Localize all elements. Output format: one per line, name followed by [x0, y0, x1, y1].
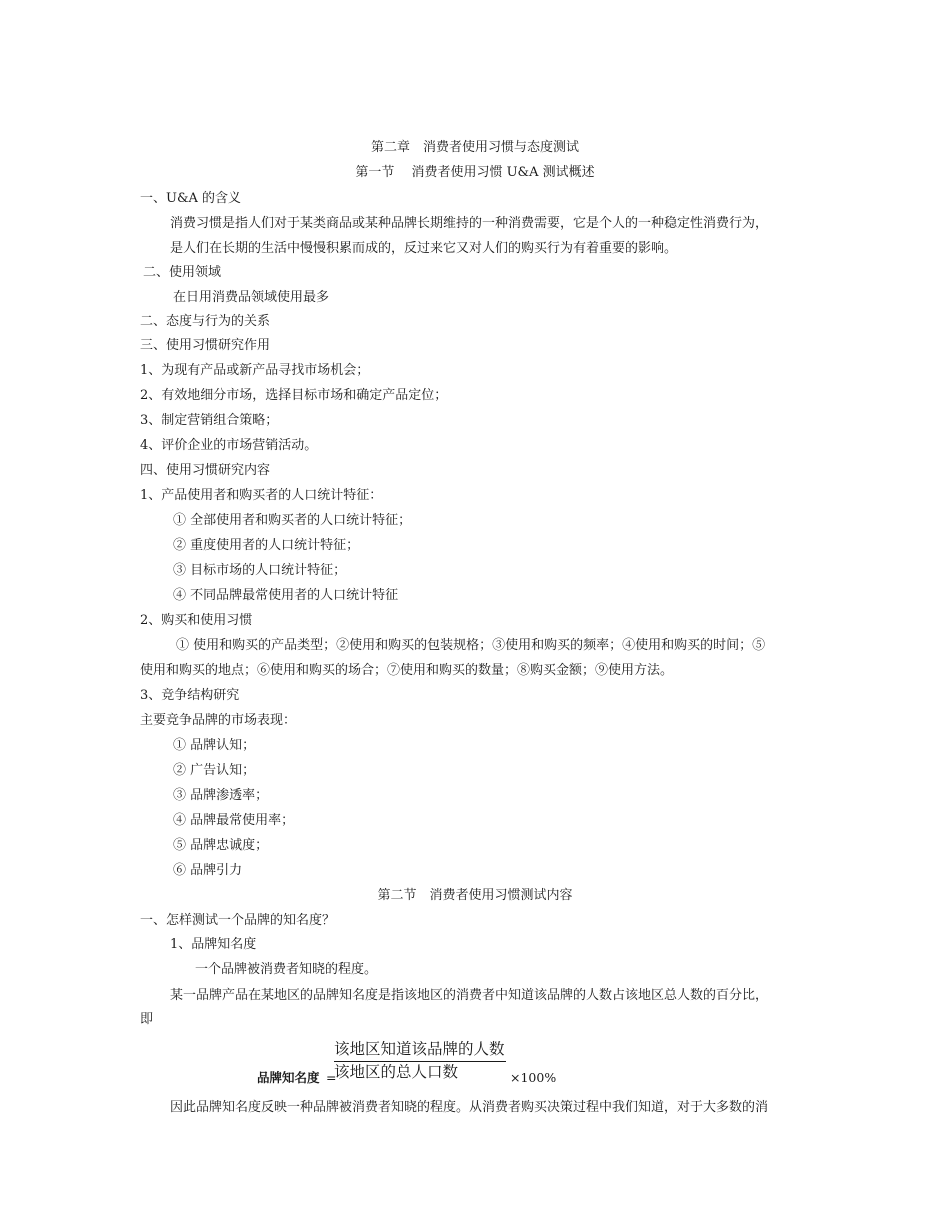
paragraph-purchase-habits-line-2: 使用和购买的地点；⑥使用和购买的场合；⑦使用和购买的数量；⑧购买金额；⑨使用方法。: [140, 663, 674, 678]
paragraph-purchase-habits-line-1: ① 使用和购买的产品类型；②使用和购买的包装规格；③使用和购买的频率；④使用和购买的时间；⑤: [176, 638, 766, 653]
heading-awareness-question: 一、怎样测试一个品牌的知名度？: [140, 913, 336, 928]
paragraph-usage-fields: 在日用消费品领域使用最多: [173, 290, 330, 305]
list-item: 3、制定营销组合策略；: [140, 413, 279, 428]
list-item: ⑥ 品牌引力: [173, 863, 243, 878]
list-item: ④ 不同品牌最常使用者的人口统计特征: [173, 588, 399, 603]
formula-numerator: 该地区知道该品牌的人数: [334, 1038, 506, 1062]
formula-label: 品牌知名度: [257, 1070, 320, 1085]
competition-intro: 主要竞争品牌的市场表现：: [140, 713, 297, 728]
subheading-brand-awareness: 1、品牌知名度: [170, 937, 257, 952]
list-item: 1、为现有产品或新产品寻找市场机会；: [140, 363, 370, 378]
section-1-title: 第一节 消费者使用习惯 U&A 测试概述: [355, 165, 595, 180]
heading-usage-fields: 二、使用领域: [143, 265, 222, 280]
list-item: 2、有效地细分市场，选择目标市场和确定产品定位；: [140, 388, 448, 403]
heading-ua-meaning: 一、U&A 的含义: [140, 191, 242, 206]
paragraph-awareness-line-1: 某一品牌产品在某地区的品牌知名度是指该地区的消费者中知道该品牌的人数占该地区总人数的百分比，: [170, 988, 769, 1003]
list-item: ② 广告认知；: [173, 763, 256, 778]
heading-attitude-behavior: 二、态度与行为的关系: [140, 314, 271, 329]
content-item-2-title: 2、购买和使用习惯: [140, 613, 253, 628]
list-item: ⑤ 品牌忠诚度；: [173, 838, 269, 853]
content-item-1-title: 1、产品使用者和购买者的人口统计特征：: [140, 488, 383, 503]
section-2-title: 第二节 消费者使用习惯测试内容: [377, 888, 573, 903]
list-item: 4、评价企业的市场营销活动。: [140, 438, 318, 453]
list-item: ④ 品牌最常使用率；: [173, 813, 295, 828]
paragraph-awareness-line-2: 即: [140, 1012, 154, 1027]
paragraph-ua-meaning-line-1: 消费习惯是指人们对于某类商品或某种品牌长期维持的一种消费需要，它是个人的一种稳定性消费行为，: [170, 216, 769, 231]
list-item: ③ 品牌渗透率；: [173, 788, 269, 803]
content-item-3-title: 3、竞争结构研究: [140, 688, 240, 703]
heading-research-role: 三、使用习惯研究作用: [140, 338, 271, 353]
chapter-title: 第二章 消费者使用习惯与态度测试: [370, 140, 579, 155]
list-item: ① 全部使用者和购买者的人口统计特征；: [173, 513, 412, 528]
list-item: ② 重度使用者的人口统计特征；: [173, 538, 360, 553]
list-item: ③ 目标市场的人口统计特征；: [173, 563, 347, 578]
list-item: ① 品牌认知；: [173, 738, 256, 753]
paragraph-ua-meaning-line-2: 是人们在长期的生活中慢慢积累而成的，反过来它又对人们的购买行为有着重要的影响。: [170, 241, 678, 256]
formula-equals: =: [326, 1070, 337, 1085]
definition-brand-awareness: 一个品牌被消费者知晓的程度。: [195, 962, 378, 977]
formula-multiplier: ×100%: [510, 1070, 557, 1085]
formula-denominator: 该地区的总人口数: [334, 1063, 459, 1081]
paragraph-awareness-conclusion: 因此品牌知名度反映一种品牌被消费者知晓的程度。从消费者购买决策过程中我们知道，对于大多数的消: [170, 1100, 769, 1115]
heading-research-content: 四、使用习惯研究内容: [140, 463, 271, 478]
